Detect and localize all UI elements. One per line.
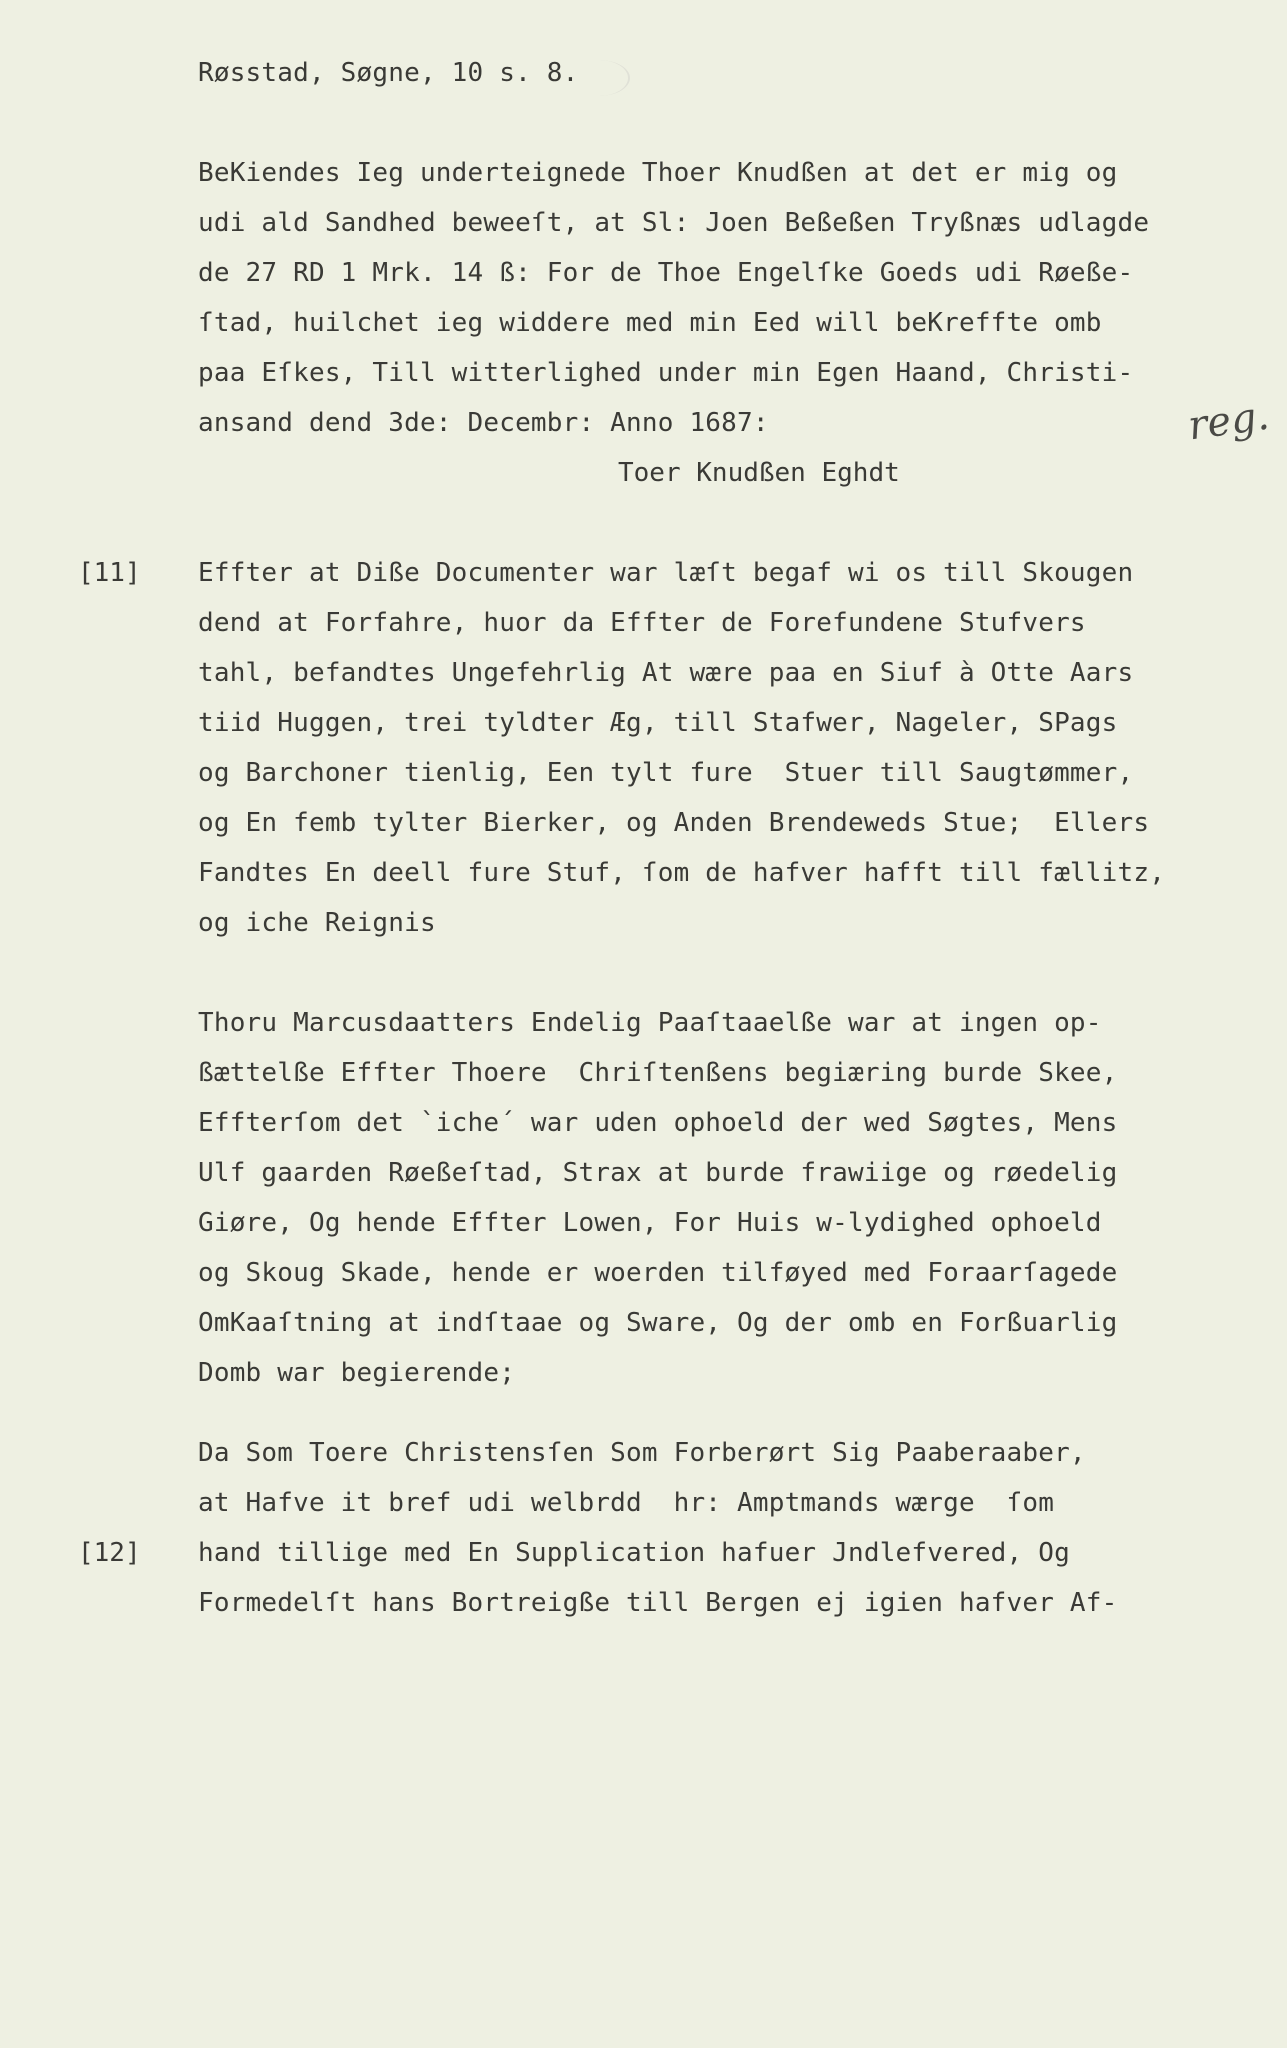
text-line: Thoru Marcusdaatters Endelig Paaſtaaelße war at ingen op-: [198, 1008, 1102, 1038]
document-heading: Røsstad, Søgne, 10 s. 8.: [198, 58, 579, 88]
text-line: tiid Huggen, trei tyldter Æg, till Stafwer, Nageler, SPags: [198, 708, 1118, 738]
text-line: Fandtes En deell fure Stuf, ſom de hafver hafft till fællitz,: [198, 858, 1166, 888]
text-line: ſtad, huilchet ieg widdere med min Eed will beKreffte omb: [198, 308, 1102, 338]
signature-line: Toer Knudßen Eghdt: [618, 458, 900, 488]
text-line: og En femb tylter Bierker, og Anden Brendeweds Stue; Ellers: [198, 808, 1150, 838]
text-line: BeKiendes Ieg underteignede Thoer Knudßen at det er mig og: [198, 158, 1118, 188]
margin-note: reg.: [1185, 392, 1272, 450]
section-marker-12: [12]: [78, 1538, 141, 1568]
text-line: paa Eſkes, Till witterlighed under min Egen Haand, Christi-: [198, 358, 1134, 388]
text-line: og iche Reignis: [198, 908, 436, 938]
text-line: Domb war begierende;: [198, 1358, 516, 1388]
text-line: hand tillige med En Supplication hafuer Jndlefvered, Og: [198, 1538, 1070, 1568]
text-line: udi ald Sandhed beweeſt, at Sl: Joen Beßeßen Tryßnæs udlagde: [198, 208, 1150, 238]
text-line: Giøre, Og hende Effter Lowen, For Huis w-lydighed ophoeld: [198, 1208, 1102, 1238]
text-line: Ulf gaarden Røeßeſtad, Strax at burde frawiige og røedelig: [198, 1158, 1118, 1188]
text-line: Formedelſt hans Bortreigße till Bergen ej igien hafver Af-: [198, 1588, 1118, 1618]
text-line: at Hafve it bref udi welbrdd hr: Amptmands wærge ſom: [198, 1488, 1055, 1518]
text-line: OmKaaſtning at indſtaae og Sware, Og der omb en Forßuarlig: [198, 1308, 1118, 1338]
text-line: ansand dend 3de: Decembr: Anno 1687:: [198, 408, 769, 438]
text-line: ßættelße Effter Thoere Chriſtenßens begiæring burde Skee,: [198, 1058, 1118, 1088]
text-line: dend at Forfahre, huor da Effter de Forefundene Stufvers: [198, 608, 1086, 638]
text-line: tahl, befandtes Ungefehrlig At wære paa en Siuf à Otte Aars: [198, 658, 1134, 688]
text-line: og Barchoner tienlig, Een tylt fure Stuer till Saugtømmer,: [198, 758, 1134, 788]
section-marker-11: [11]: [78, 558, 141, 588]
text-line: de 27 RD 1 Mrk. 14 ß: For de Thoe Engelſke Goeds udi Røeße-: [198, 258, 1134, 288]
text-line: Da Som Toere Christensſen Som Forberørt Sig Paaberaaber,: [198, 1438, 1086, 1468]
text-line: Effter at Diße Documenter war læſt begaf wi os till Skougen: [198, 558, 1134, 588]
text-line: og Skoug Skade, hende er woerden tilføyed med Foraarſagede: [198, 1258, 1118, 1288]
text-line: Effterſom det `iche´ war uden ophoeld der wed Søgtes, Mens: [198, 1108, 1118, 1138]
